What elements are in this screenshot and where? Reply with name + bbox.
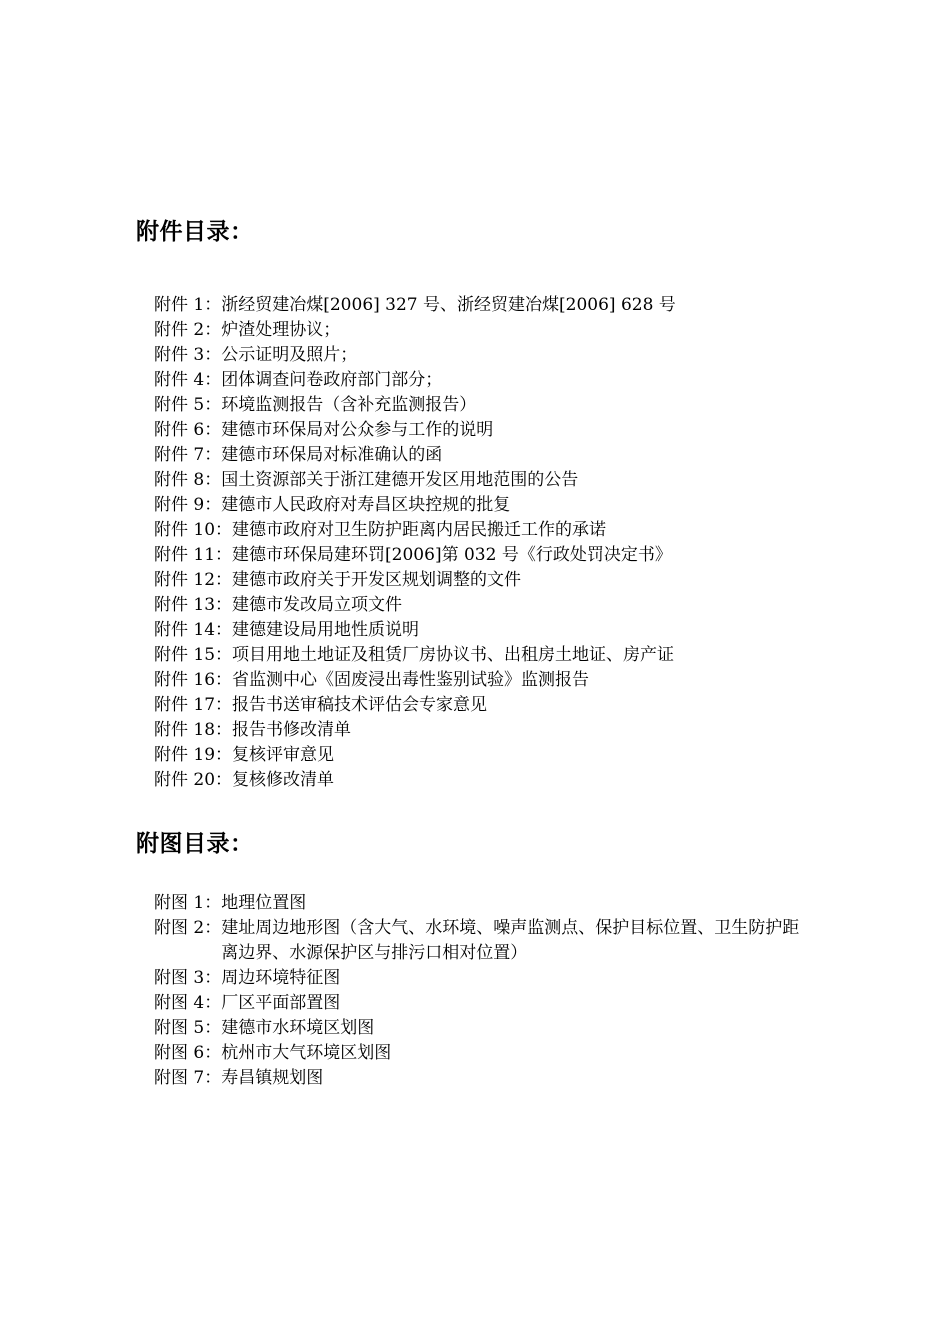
attachment-item — [154, 743, 834, 768]
figure-label: 附图 4： — [154, 993, 222, 1013]
attachment-item — [154, 643, 834, 668]
attachment-text: 建德市发改局立项文件 — [232, 595, 403, 615]
figure-label: 附图 5： — [154, 1018, 222, 1038]
attachment-label: 附件 6： — [154, 420, 222, 440]
figure-item — [154, 1016, 834, 1041]
attachment-text: 建德市政府关于开发区规划调整的文件 — [232, 570, 522, 590]
attachment-item — [154, 668, 834, 693]
figure-item — [154, 991, 834, 1016]
attachment-label: 附件 3： — [154, 345, 222, 365]
figure-label: 附图 1： — [154, 893, 222, 913]
figure-text: 建德市水环境区划图 — [221, 1018, 375, 1038]
figure-text: 杭州市大气环境区划图 — [221, 1043, 392, 1063]
attachment-label: 附件 18： — [154, 720, 233, 740]
figure-text: 建址周边地形图（含大气、水环境、噪声监测点、保护目标位置、卫生防护距离边界、水源保护区与排污口相对位置） — [221, 918, 800, 963]
figure-text: 地理位置图 — [221, 893, 307, 913]
attachment-item — [154, 493, 834, 518]
attachment-item — [154, 568, 834, 593]
attachment-label: 附件 13： — [154, 595, 233, 615]
attachment-label: 附件 9： — [154, 495, 222, 515]
attachment-label: 附件 8： — [154, 470, 222, 490]
attachment-label: 附件 19： — [154, 745, 233, 765]
figure-item — [154, 966, 834, 991]
attachment-label: 附件 15： — [154, 645, 233, 665]
figure-text: 厂区平面部置图 — [221, 993, 341, 1013]
attachment-text: 报告书修改清单 — [232, 720, 352, 740]
attachment-item — [154, 468, 834, 493]
attachment-label: 附件 14： — [154, 620, 233, 640]
attachment-label: 附件 1： — [154, 295, 222, 315]
attachment-text: 建德市环保局对标准确认的函 — [221, 445, 443, 465]
attachment-item — [154, 393, 834, 418]
attachment-item — [154, 318, 834, 343]
attachment-label: 附件 17： — [154, 695, 233, 715]
attachment-item — [154, 693, 834, 718]
attachment-label: 附件 7： — [154, 445, 222, 465]
attachment-text: 建德市环保局对公众参与工作的说明 — [221, 420, 494, 440]
attachment-item — [154, 543, 834, 568]
attachment-item — [154, 518, 834, 543]
figure-item — [154, 916, 834, 966]
figure-label: 附图 7： — [154, 1068, 222, 1088]
attachment-text: 复核评审意见 — [232, 745, 335, 765]
attachment-label: 附件 16： — [154, 670, 233, 690]
attachment-text: 环境监测报告（含补充监测报告） — [221, 395, 477, 415]
figure-label: 附图 3： — [154, 968, 222, 988]
figure-label: 附图 6： — [154, 1043, 222, 1063]
attachment-label: 附件 12： — [154, 570, 233, 590]
attachment-item — [154, 343, 834, 368]
attachment-item — [154, 368, 834, 393]
attachment-item — [154, 718, 834, 743]
attachment-item — [154, 418, 834, 443]
attachment-text: 建德市人民政府对寿昌区块控规的批复 — [221, 495, 511, 515]
attachment-label: 附件 20： — [154, 770, 233, 790]
attachment-item — [154, 618, 834, 643]
figure-text: 寿昌镇规划图 — [221, 1068, 324, 1088]
figure-item — [154, 1066, 834, 1091]
attachment-text: 建德建设局用地性质说明 — [232, 620, 420, 640]
figure-text: 周边环境特征图 — [221, 968, 341, 988]
attachment-label: 附件 11： — [154, 545, 233, 565]
attachments-heading: 附件目录： — [136, 219, 254, 245]
figure-label: 附图 2： — [154, 918, 222, 938]
attachment-label: 附件 4： — [154, 370, 222, 390]
attachment-label: 附件 2： — [154, 320, 222, 340]
figures-list — [154, 891, 834, 1091]
attachment-text: 团体调查问卷政府部门部分； — [221, 370, 443, 390]
attachment-text: 省监测中心《固废浸出毒性鉴别试验》监测报告 — [232, 670, 590, 690]
figures-heading: 附图目录： — [136, 831, 254, 857]
figure-item — [154, 891, 834, 916]
attachments-list — [154, 293, 834, 793]
figure-item — [154, 1041, 834, 1066]
attachment-item — [154, 443, 834, 468]
attachment-item — [154, 768, 834, 793]
attachment-text: 项目用地土地证及租赁厂房协议书、出租房土地证、房产证 — [232, 645, 675, 665]
attachment-text: 报告书送审稿技术评估会专家意见 — [232, 695, 488, 715]
attachment-label: 附件 5： — [154, 395, 222, 415]
attachment-text: 复核修改清单 — [232, 770, 335, 790]
attachment-label: 附件 10： — [154, 520, 233, 540]
attachment-text: 公示证明及照片； — [221, 345, 358, 365]
attachment-item — [154, 293, 834, 318]
attachment-text: 浙经贸建冶煤[2006] 327 号、浙经贸建冶煤[2006] 628 号 — [221, 295, 676, 315]
attachment-text: 国土资源部关于浙江建德开发区用地范围的公告 — [221, 470, 579, 490]
attachment-item — [154, 593, 834, 618]
attachment-text: 建德市环保局建环罚[2006]第 032 号《行政处罚决定书》 — [232, 545, 672, 565]
attachment-text: 建德市政府对卫生防护距离内居民搬迁工作的承诺 — [232, 520, 607, 540]
attachment-text: 炉渣处理协议； — [221, 320, 341, 340]
